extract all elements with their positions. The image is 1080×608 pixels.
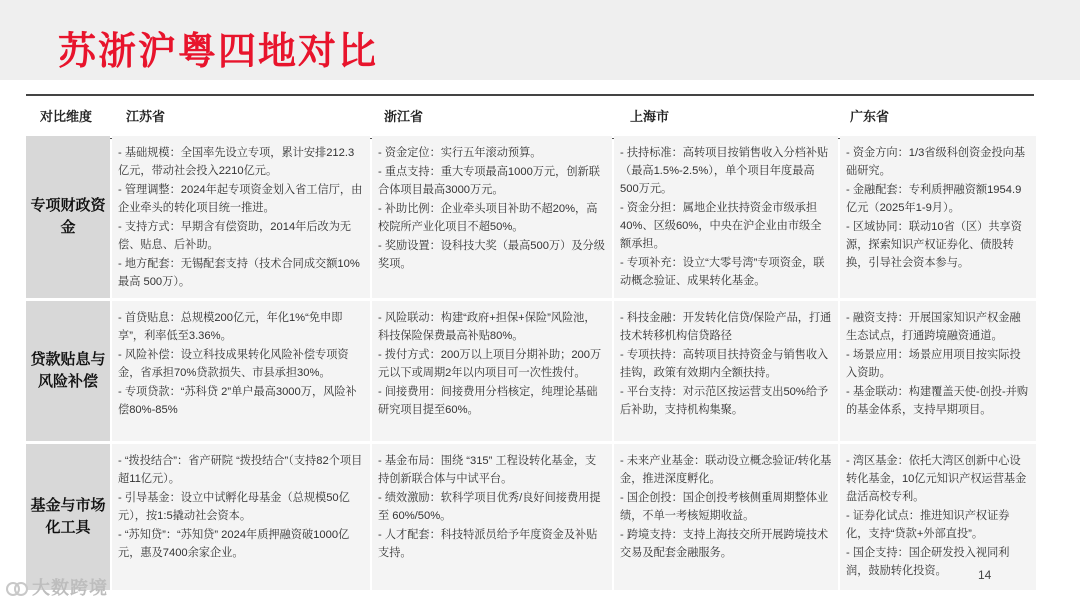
- cell-item: - 未来产业基金：联动设立概念验证/转化基金，推进深度孵化。: [620, 455, 832, 485]
- cell-item: - 资金方向：1/3省级科创资金投向基础研究。: [846, 147, 1026, 177]
- row-label: 基金与市场化工具: [26, 444, 110, 590]
- cell-item: - 基金布局：围绕 “315” 工程设转化基金，支持创新联合体与中试平台。: [378, 455, 597, 485]
- table-cell: [372, 136, 612, 298]
- cell-item: - 管理调整：2024年起专项资金划入省工信厅，由企业牵头的转化项目统一推进。: [118, 184, 363, 214]
- cell-item: - 补助比例：企业牵头项目补助不超20%，高校院所产业化项目不超50%。: [378, 203, 598, 233]
- table-cell: [372, 301, 612, 441]
- cell-item: - 基金联动：构建覆盖天使-创投-并购的基金体系，支持早期项目。: [846, 386, 1029, 416]
- cell-item: - 场景应用：场景应用项目按实际投入资助。: [846, 349, 1021, 379]
- cell-item: - 资金分担：属地企业扶持资金市级承担40%、区级60%，中央在沪企业由市级全额承担。: [620, 202, 822, 250]
- cell-item: - “拨投结合”：省产研院 “拨投结合”（支持82个项目超11亿元）。: [118, 455, 363, 485]
- table-row: [26, 136, 1034, 298]
- table-cell: [840, 301, 1036, 441]
- table-header: [26, 94, 1034, 139]
- cell-item: - 首贷贴息：总规模200亿元，年化1%“免申即享”，利率低至3.36%。: [118, 312, 343, 342]
- table-cell: [112, 136, 370, 298]
- cell-item: - 基础规模：全国率先设立专项，累计安排212.3亿元，带动社会投入2210亿元。: [118, 147, 355, 177]
- table-cell: [840, 136, 1036, 298]
- watermark-logo: [6, 574, 108, 600]
- header-zhejiang: 浙江省: [384, 109, 424, 124]
- cell-item: - 绩效激励：软科学项目优秀/良好间接费用提至 60%/50%。: [378, 492, 601, 522]
- cell-item: - 国企创投：国企创投考核侧重周期整体业绩，不单一考核短期收益。: [620, 492, 829, 522]
- cell-item: - 区域协同：联动10省（区）共享资源，探索知识产权证券化、债股转换，引导社会资本参与。: [846, 221, 1022, 269]
- cell-item: - 扶持标准：高转项目按销售收入分档补贴（最高1.5%-2.5%），单个项目年度最高500万元。: [620, 147, 829, 195]
- table-cell: [614, 444, 838, 590]
- cell-item: - 湾区基金：依托大湾区创新中心设转化基金，10亿元知识产权运营基金盘活高校专利。: [846, 455, 1027, 503]
- header-shanghai: 上海市: [630, 109, 670, 124]
- table-cell: [372, 444, 612, 590]
- cell-item: - 融资支持：开展国家知识产权金融生态试点，打通跨境融资通道。: [846, 312, 1021, 342]
- header-dimension: 对比维度: [40, 109, 93, 124]
- table-cell: [614, 301, 838, 441]
- cell-item: - 资金定位：实行五年滚动预算。: [378, 147, 542, 159]
- watermark-text: 大数跨境: [32, 578, 108, 598]
- cell-item: - 风险补偿：设立科技成果转化风险补偿专项资金，省承担70%贷款损失、市县承担30%。: [118, 349, 349, 379]
- cell-item: - 间接费用：间接费用分档核定，纯理论基础研究项目提至60%。: [378, 386, 598, 416]
- cell-item: - 拨付方式：200万以上项目分期补助；200万元以下或周期2年以内项目可一次性拨付。: [378, 349, 602, 379]
- row-label: 贷款贴息与风险补偿: [26, 301, 110, 441]
- cell-item: - 奖励设置：设科技大奖（最高500万）及分级奖项。: [378, 240, 605, 270]
- table-cell: [614, 136, 838, 298]
- cell-item: - 引导基金：设立中试孵化母基金（总规模50亿元），按1:5撬动社会资本。: [118, 492, 350, 522]
- comparison-table: [26, 94, 1034, 139]
- logo-icon: [6, 580, 28, 598]
- table-cell: [112, 444, 370, 590]
- cell-item: - 证券化试点：推进知识产权证券化，支持“贷款+外部直投”。: [846, 510, 1010, 540]
- cell-item: - 专项补充：设立“大零号湾”专项资金，联动概念验证、成果转化基金。: [620, 257, 825, 287]
- row-label: 专项财政资金: [26, 136, 110, 298]
- cell-item: - “苏知贷”：“苏知贷” 2024年质押融资破1000亿元，惠及7400余家企业。: [118, 529, 350, 559]
- table-row: [26, 301, 1034, 441]
- cell-item: - 金融配套：专利质押融资额1954.9亿元（2025年1-9月）。: [846, 184, 1022, 214]
- header-guangdong: 广东省: [850, 109, 890, 124]
- cell-item: - 人才配套：科技特派员给予年度资金及补贴支持。: [378, 529, 598, 559]
- page-title: 苏浙沪粤四地对比: [58, 29, 379, 73]
- cell-item: - 风险联动：构建“政府+担保+保险”风险池，科技保险保费最高补贴80%。: [378, 312, 596, 342]
- cell-item: - 科技金融：开发转化信贷/保险产品，打通技术转移机构信贷路径: [620, 312, 832, 342]
- header-jiangsu: 江苏省: [126, 109, 166, 124]
- cell-item: - 支持方式：早期含有偿资助，2014年后改为无偿、贴息、后补助。: [118, 221, 352, 251]
- cell-item: - 重点支持：重大专项最高1000万元，创新联合体项目最高3000万元。: [378, 166, 600, 196]
- cell-item: - 平台支持：对示范区按运营支出50%给予后补助，支持机构集聚。: [620, 386, 829, 416]
- page-number: 14: [978, 568, 992, 582]
- cell-item: - 跨境支持：支持上海技交所开展跨境技术交易及配套金融服务。: [620, 529, 829, 559]
- table-cell: [840, 444, 1036, 590]
- cell-item: - 专项贷款：“苏科贷 2”单户最高3000万，风险补偿80%-85%: [118, 386, 357, 416]
- cell-item: - 地方配套：无锡配套支持（技术合同成交额10%最高 500万）。: [118, 258, 360, 288]
- table-row: [26, 444, 1034, 590]
- table-cell: [112, 301, 370, 441]
- cell-item: - 国企支持：国企研发投入视同利润，鼓励转化投资。: [846, 547, 1010, 577]
- cell-item: - 专项扶持：高转项目扶持资金与销售收入挂钩，政策有效期内全额扶持。: [620, 349, 829, 379]
